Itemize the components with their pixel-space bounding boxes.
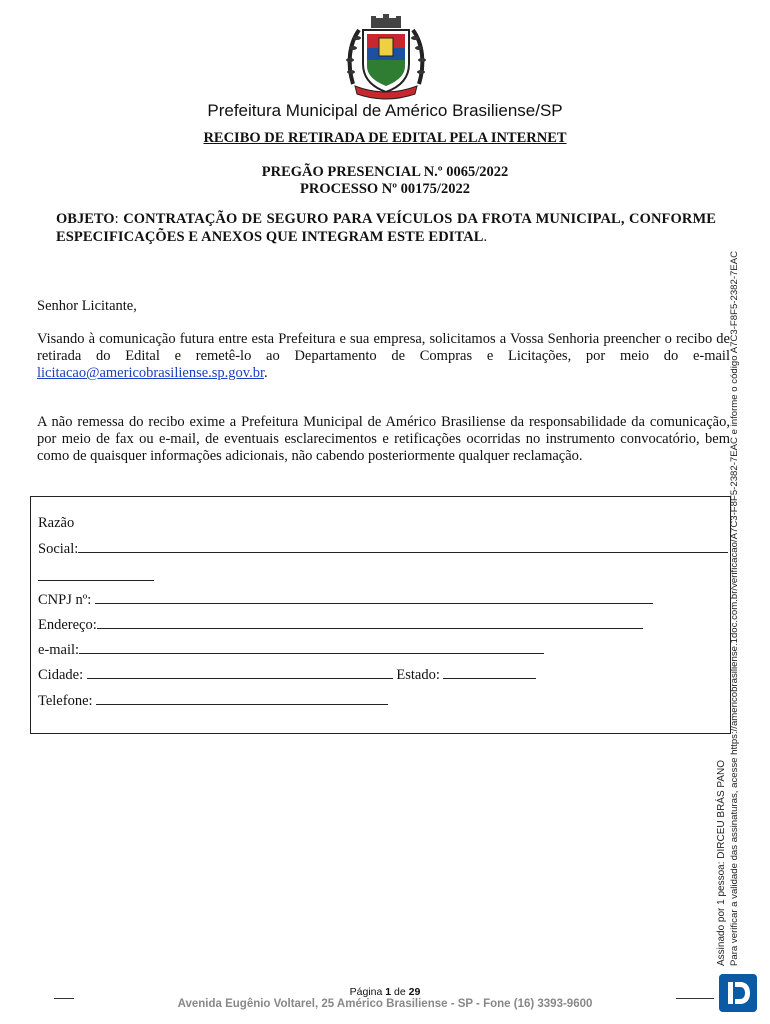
paragraph-instructions-text: Visando à comunicação futura entre esta Prefeitura e sua empresa, solicitamos a Vossa Senhoria preencher o recibo de retirada do Edital e remetê-lo ao Departamento de Compras e Licitações, por meio do e-mail [37,331,730,364]
cnpj-label: CNPJ nº: [38,592,92,608]
endereco-field[interactable] [97,616,643,629]
telefone-row [38,692,388,710]
cnpj-row [38,591,653,609]
processo-number: PROCESSO Nº 00175/2022 [300,181,470,197]
razao-social-field-continuation[interactable] [38,580,154,581]
email-row [38,641,544,659]
telefone-label: Telefone: [38,693,93,709]
signature-note: Assinado por 1 pessoa: DIRCEU BRÁS PANO [716,759,727,966]
razao-social-field[interactable] [78,540,728,553]
razao-social-row [38,540,728,558]
email-link[interactable]: licitacao@americobrasiliense.sp.gov.br [37,365,265,381]
cnpj-field[interactable] [95,591,653,604]
estado-label: Estado: [396,667,440,683]
social-label: Social: [38,541,79,557]
page-number: 1 [385,986,392,998]
greeting: Senhor Licitante, [37,298,137,314]
organization-name: Prefeitura Municipal de Américo Brasiliense/SP [207,101,563,120]
paragraph-instructions: Visando à comunicação futura entre esta Prefeitura e sua empresa, solicitamos a Vossa Senhoria preencher o recibo de retirada do Edital e remetê-lo ao Departamento de Compras e Licitações, por meio do e-mail licitacao@americobrasiliense.sp.gov.br. [37,331,730,381]
objeto-label: OBJETO [56,211,115,227]
cidade-field[interactable] [87,666,393,679]
endereco-row [38,616,643,634]
razao-label: Razão [38,515,75,531]
objeto-section: OBJETO: CONTRATAÇÃO DE SEGURO PARA VEÍCULOS DA FROTA MUNICIPAL, CONFORME ESPECIFICAÇÕES E ANEXOS QUE INTEGRAM ESTE EDITAL. [56,211,716,245]
cidade-label: Cidade: [38,667,84,683]
objeto-text: CONTRATAÇÃO DE SEGURO PARA VEÍCULOS DA FROTA MUNICIPAL, CONFORME ESPECIFICAÇÕES E ANEXOS QUE INTEGRAM ESTE EDITAL [56,211,716,245]
estado-field[interactable] [443,666,536,679]
1doc-logo-icon [719,974,757,1012]
coat-of-arms-icon [345,14,427,100]
pregao-number: PREGÃO PRESENCIAL N.º 0065/2022 [261,164,509,180]
endereco-label: Endereço: [38,617,97,633]
page-total: 29 [408,986,421,998]
page-indicator: Página 1 de 29 [349,986,421,998]
cidade-estado-row [38,666,536,684]
email-field[interactable] [79,641,544,654]
verification-note: Para verificar a validade das assinaturas, acesse https://americobrasiliense.1doc.com.br/verificacao/A7C3-F8F5-2382-7EAC e informe o código A7C3-F8F5-2382-7EAC [729,250,740,966]
document-title: RECIBO DE RETIRADA DE EDITAL PELA INTERNET [203,130,567,146]
footer-address: Avenida Eugênio Voltarel, 25 Américo Brasiliense - SP - Fone (16) 3393-9600 [177,998,593,1010]
telefone-field[interactable] [96,692,388,705]
email-label: e-mail: [38,642,80,658]
paragraph-disclaimer: A não remessa do recibo exime a Prefeitura Municipal de Américo Brasiliense da responsabilidade da comunicação, por meio de fax ou e-mail, de eventuais esclarecimentos e retificações ocorridas no instrumento convocatório, bem como de quaisquer informações adicionais, não cabendo posteriormente qualquer reclamação. [37,414,730,464]
